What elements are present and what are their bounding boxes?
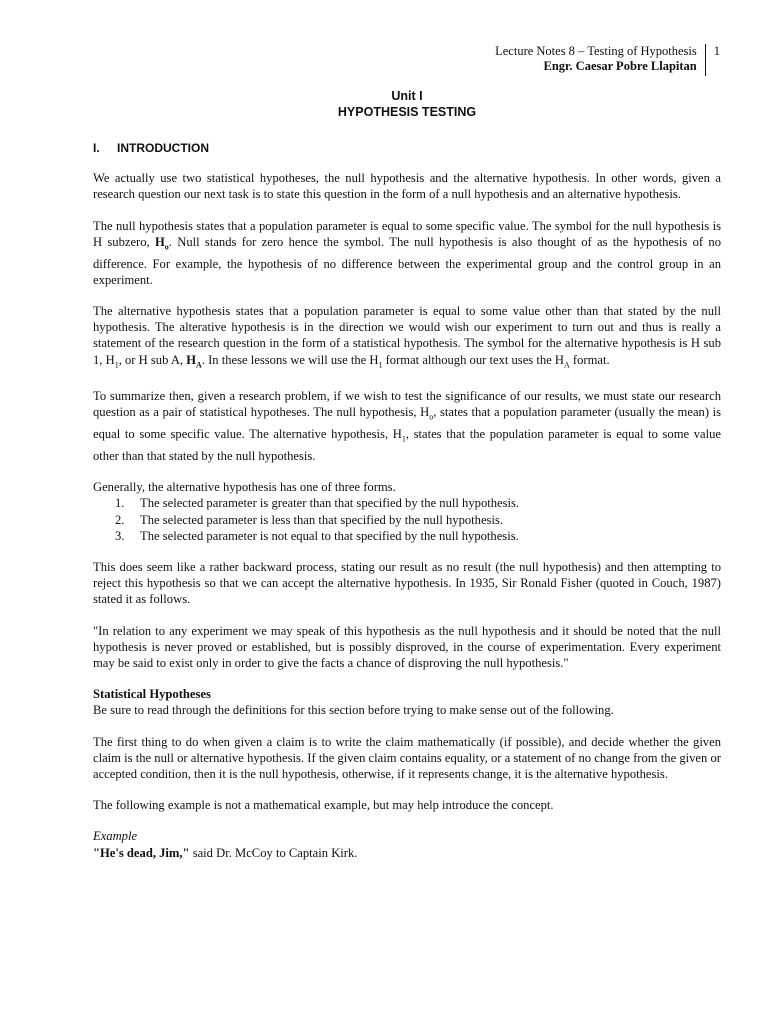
symbol-subscript: 1 — [401, 434, 406, 444]
header-title: Lecture Notes 8 – Testing of Hypothesis — [495, 44, 697, 58]
example-quote-bold: "He's dead, Jim," — [93, 845, 190, 860]
statistical-hypotheses-heading: Statistical Hypotheses — [93, 687, 211, 702]
text-run: format. — [569, 352, 610, 367]
text-run: , states that the population parameter is equal to some value other than that stated by the null hypothesis. — [93, 427, 721, 463]
paragraph-forms-intro: Generally, the alternative hypothesis has one of three forms. — [93, 480, 396, 495]
list-number: 2. — [115, 512, 125, 527]
section-label: INTRODUCTION — [117, 141, 209, 155]
example-quote — [93, 845, 721, 861]
page-number: 1 — [713, 44, 720, 58]
paragraph-write-claim: The first thing to do when given a claim is to write the claim mathematically (if possible), and decide whether the given claim is the null or alternative hypothesis. If the given claim contains equality, or a statement of no change from the given or accepted condition, then it is the null hypothesis, otherwise, if it represents change, it is the alternative hypothesis. — [93, 734, 721, 781]
text-run: , states that a population parameter (usually the mean) is equal to some specific value. The alternative hypothesis, H — [93, 405, 721, 442]
list-text: The selected parameter is greater than that specified by the null hypothesis. — [140, 496, 520, 511]
paragraph-read-definitions: Be sure to read through the definitions for this section before trying to make sense out of the following. — [93, 703, 614, 718]
text-run: To summarize then, given a research problem, if we wish to test the significance of our results, we must state our research question as a pair of statistical hypotheses. The null hypothesis, H — [93, 389, 721, 420]
list-number: 3. — [115, 528, 125, 543]
list-item — [115, 528, 721, 544]
symbol-subscript: 1 — [378, 360, 383, 370]
unit-title: Unit I — [391, 89, 423, 103]
text-run: format although our text uses the H — [382, 352, 564, 367]
paragraph-summary — [93, 388, 721, 464]
section-heading — [93, 140, 721, 156]
symbol-subscript: o — [429, 412, 434, 422]
header-text-block — [495, 44, 706, 76]
page-header — [495, 44, 720, 76]
forms-list — [93, 495, 721, 544]
header-author: Engr. Caesar Pobre Llapitan — [543, 59, 697, 73]
text-run: , or H sub A, — [118, 352, 187, 367]
paragraph-backward-process: This does seem like a rather backward process, stating our result as no result (the null hypothesis) and then attempting to reject this hypothesis so that we can accept the alternative hypothesis. In 1935, Sir Ronald Fisher (quoted in Couch, 1987) stated it as follows. — [93, 559, 721, 607]
alt-symbol — [186, 352, 202, 370]
text-run: . Null stands for zero hence the symbol. The null hypothesis is also thought of as the hypothesis of no difference. For example, the hypothesis of no difference between the experimental group and the control group in an experiment. — [93, 234, 721, 287]
null-symbol — [155, 234, 169, 252]
text-run: . In these lessons we will use the H — [201, 352, 379, 367]
text-run: The null hypothesis states that a population parameter is equal to some specific value. The symbol for the null hypothesis is H subzero, — [93, 218, 721, 249]
symbol-letter: H — [155, 234, 165, 249]
list-number: 1. — [115, 496, 125, 511]
paragraph-alternative-hypothesis — [93, 303, 721, 373]
list-text: The selected parameter is not equal to that specified by the null hypothesis. — [140, 528, 519, 543]
list-text: The selected parameter is less than that specified by the null hypothesis. — [140, 512, 504, 527]
main-title: HYPOTHESIS TESTING — [337, 105, 477, 119]
paragraph-two-hypotheses: We actually use two statistical hypotheses, the null hypothesis and the alternative hypothesis. In other words, given a research question our next task is to state this question in the form of a null hypothesis and an alternative hypothesis. — [93, 171, 721, 202]
example-label: Example — [93, 829, 138, 844]
list-item — [115, 495, 721, 511]
symbol-subscript: 1 — [114, 360, 119, 370]
text-run: The alternative hypothesis states that a population parameter is equal to some value other than that stated by the null hypothesis. The alterative hypothesis is in the direction we would wish our experiment to turn out and thus is really a statement of the research question in the form of a statistical hypothesis. The symbol for the alternative hypothesis is H sub 1, H — [93, 303, 721, 367]
symbol-subscript: A — [196, 360, 202, 370]
document-body — [93, 88, 721, 861]
symbol-subscript: o — [164, 242, 169, 252]
paragraph-example-intro: The following example is not a mathematical example, but may help introduce the concept. — [93, 798, 554, 813]
title-block — [93, 88, 721, 120]
symbol-letter: H — [186, 352, 197, 367]
paragraph-fisher-quote: "In relation to any experiment we may speak of this hypothesis as the null hypothesis and it should be noted that the null hypothesis is never proved or established, but is possibly disproved, in the course of experimentation. Every experiment may be said to exist only in order to give the facts a chance of disproving the null hypothesis." — [93, 623, 721, 670]
example-quote-rest: said Dr. McCoy to Captain Kirk. — [189, 845, 358, 860]
section-number: I. — [93, 141, 100, 155]
symbol-subscript: A — [563, 360, 570, 370]
list-item — [115, 512, 721, 528]
paragraph-null-hypothesis — [93, 218, 721, 288]
